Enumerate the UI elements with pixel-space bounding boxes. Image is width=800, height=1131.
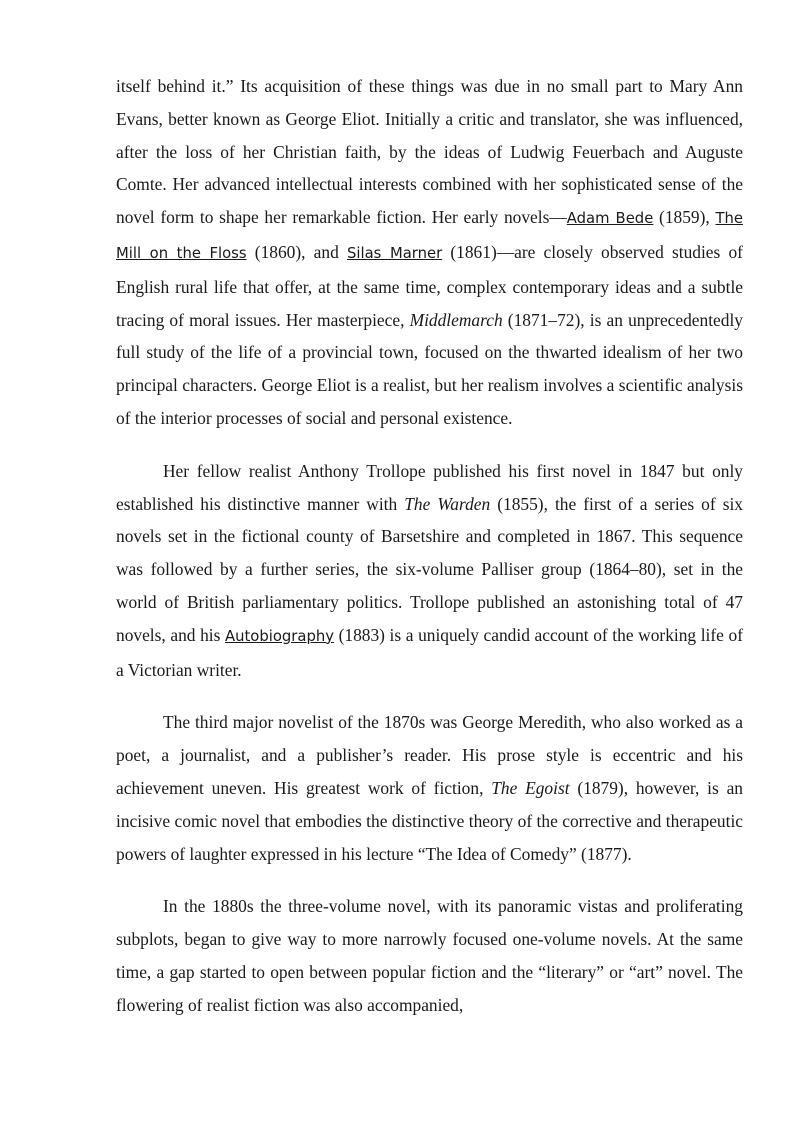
text-run: (1879), however, is an incisive comic novel that embodies the distinctive theory of the corrective and therapeutic powers of laughter expressed in his lecture “The Idea of Comedy” (1877). xyxy=(116,777,743,864)
paragraph-1880s xyxy=(116,890,743,1021)
paragraph-trollope xyxy=(116,455,743,687)
link-silas-marner[interactable]: Silas Marner xyxy=(347,244,443,262)
link-adam-bede[interactable]: Adam Bede xyxy=(566,210,654,228)
text-run: (1883) is a uniquely candid account of the working life of a Victorian writer. xyxy=(116,624,743,680)
link-mill-on-the-floss[interactable]: The Mill on the Floss xyxy=(116,210,743,262)
text-run: itself behind it.” Its acquisition of these things was due in no small part to Mary Ann Evans, better known as George Eliot. Initially a critic and translator, she was influenced, after the loss of her Christian faith, by the ideas of Ludwig Feuerbach and Auguste Comte. Her advanced intellectual interests combined with her sophisticated sense of the novel form to shape her remarkable fiction. Her early novels— xyxy=(116,76,743,228)
text-run: (1859), xyxy=(653,207,716,228)
document-page xyxy=(116,70,743,1042)
title-the-egoist: The Egoist xyxy=(491,777,570,798)
text-run: The third major novelist of the 1870s was George Meredith, who also worked as a poet, a journalist, and a publisher’s reader. His prose style is eccentric and his achievement uneven. His greatest work of fiction, xyxy=(116,712,743,798)
text-run: (1861)—are closely observed studies of English rural life that offer, at the same time, complex contemporary ideas and a subtle tracing of moral issues. Her masterpiece, xyxy=(116,241,743,330)
text-run: (1860), and xyxy=(246,241,347,262)
paragraph-george-eliot xyxy=(116,70,743,435)
title-middlemarch: Middlemarch xyxy=(409,309,503,330)
text-run: (1855), the first of a series of six novels set in the fictional county of Barsetshire and completed in 1867. This sequence was followed by a further series, the six-volume Palliser group (1864–80), set in the world of British parliamentary politics. Trollope published an astonishing total of 47 novels, and his xyxy=(116,493,743,645)
text-run: Her fellow realist Anthony Trollope published his first novel in 1847 but only established his distinctive manner with xyxy=(116,460,743,514)
text-run: (1871–72), is an unprecedentedly full study of the life of a provincial town, focused on the thwarted idealism of her two principal characters. George Eliot is a realist, but her realism involves a scientific analysis of the interior processes of social and personal existence. xyxy=(116,309,743,428)
link-autobiography[interactable]: Autobiography xyxy=(224,627,334,645)
text-run: In the 1880s the three-volume novel, with its panoramic vistas and proliferating subplots, began to give way to more narrowly focused one-volume novels. At the same time, a gap started to open between popular fiction and the “literary” or “art” novel. The flowering of realist fiction was also accompanied, xyxy=(116,896,743,1015)
title-the-warden: The Warden xyxy=(404,493,491,514)
paragraph-meredith xyxy=(116,706,743,870)
